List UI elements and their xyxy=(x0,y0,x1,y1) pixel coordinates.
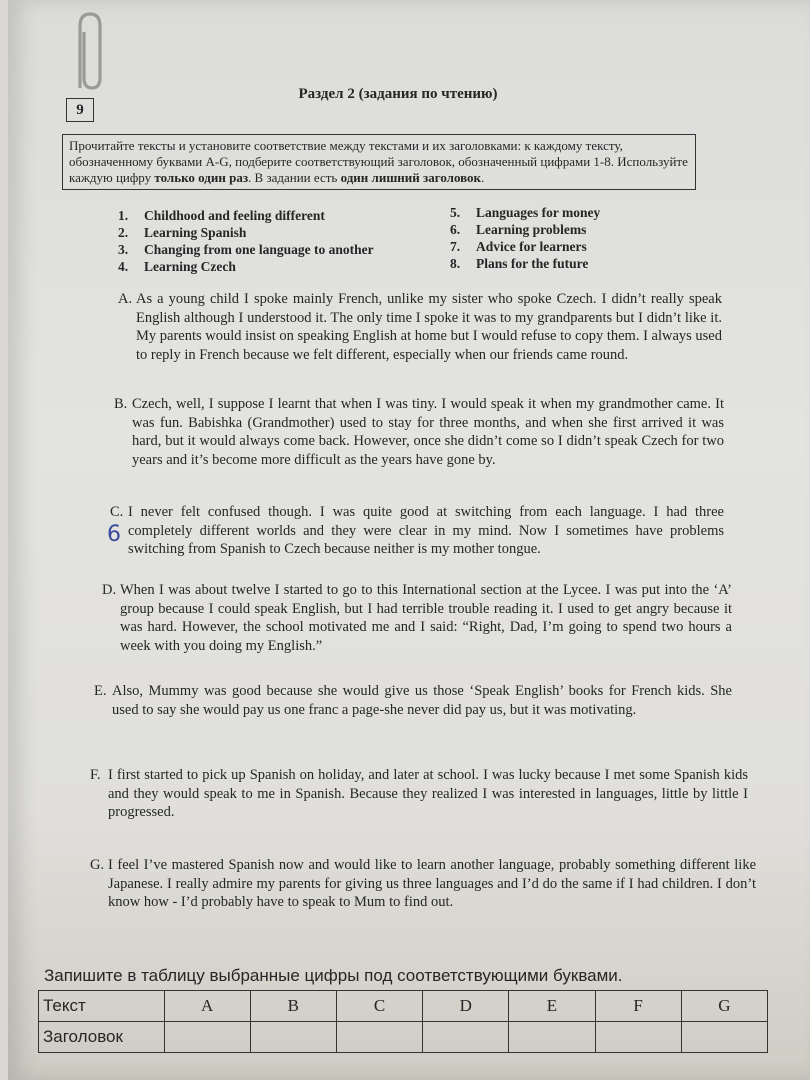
headings-list xyxy=(118,207,678,289)
heading-item xyxy=(450,204,670,221)
worksheet-page xyxy=(8,0,810,1080)
instructions-bold-extra: один лишний заголовок xyxy=(340,170,482,185)
answer-cell[interactable] xyxy=(423,1022,509,1053)
instructions-text: Прочитайте тексты и установите соответствие между текстами и их заголовками: к каждому тексту, обозначенному буквами A-G, подберите соответствующий заголовок, обозначенный цифрами 1-8. Используйте каждую цифру xyxy=(69,138,688,185)
table-letter-cell: B xyxy=(250,991,336,1022)
instructions-box xyxy=(62,134,696,190)
passage-text: When I was about twelve I started to go to this International section at the Lycee. I was put into the ‘A’ group because I could speak English, but I had terrible trouble reading it. I used to get angry because it was hard. However, the school motivated me and I said: “Right, Dad, I’m going to spend two hours a week with you doing my English.” xyxy=(120,582,732,654)
heading-number: 1. xyxy=(118,208,129,223)
handwritten-mark: 6 xyxy=(107,522,121,547)
passage-letter: G. xyxy=(90,857,105,873)
heading-text: Changing from one language to another xyxy=(144,242,374,257)
table-letter-cell: C xyxy=(336,991,422,1022)
headings-column-left xyxy=(118,207,398,275)
answer-cell[interactable] xyxy=(595,1022,681,1053)
answer-cell[interactable] xyxy=(336,1022,422,1053)
heading-number: 3. xyxy=(118,242,129,257)
passage-text: Also, Mummy was good because she would give us those ‘Speak English’ books for French kids. She used to say she would pay us one franc a page-she never did pay us, but it was motivating. xyxy=(112,683,732,718)
heading-text: Learning Spanish xyxy=(144,225,247,240)
instructions-bold-once: только один раз xyxy=(154,170,249,185)
heading-text: Advice for learners xyxy=(476,239,587,254)
instructions-text-3: . xyxy=(481,170,485,185)
heading-text: Childhood and feeling different xyxy=(144,208,325,223)
table-row-answers xyxy=(39,1022,768,1053)
heading-text: Learning problems xyxy=(476,222,587,237)
table-caption: Запишите в таблицу выбранные цифры под соответствующими буквами. xyxy=(44,966,623,985)
passage-text: Czech, well, I suppose I learnt that when I was tiny. I would speak it when my grandmother came. It was fun. Babishka (Grandmother) used to stay for three months, and when she first arrived it was hard, but it would always come back. However, once she didn’t come so I didn’t speak Czech for two years and it’s become more difficult as the years have gone by. xyxy=(132,396,724,468)
passage-letter: D. xyxy=(102,582,117,598)
table-letter-cell: D xyxy=(423,991,509,1022)
passage-letter: F. xyxy=(90,767,101,783)
heading-item xyxy=(118,224,398,241)
heading-number: 4. xyxy=(118,259,129,274)
heading-item xyxy=(118,258,398,275)
passage-d xyxy=(102,581,732,655)
heading-number: 8. xyxy=(450,256,461,271)
passage-b xyxy=(114,395,724,469)
passage-text: I never felt confused though. I was quite good at switching from each language. I had three completely different worlds and they were clear in my mind. Now I sometimes have problems switching from Spanish to Czech because neither is my mother tongue. xyxy=(128,504,724,557)
heading-item xyxy=(450,238,670,255)
passage-e xyxy=(94,682,732,719)
heading-number: 7. xyxy=(450,239,461,254)
answer-cell[interactable] xyxy=(250,1022,336,1053)
heading-item xyxy=(118,241,398,258)
row-label-text: Текст xyxy=(39,991,165,1022)
heading-text: Languages for money xyxy=(476,205,601,220)
table-row-letters xyxy=(39,991,768,1022)
answer-cell[interactable] xyxy=(509,1022,595,1053)
heading-number: 2. xyxy=(118,225,129,240)
heading-text: Learning Czech xyxy=(144,259,236,274)
table-letter-cell: E xyxy=(509,991,595,1022)
passage-text: I first started to pick up Spanish on holiday, and later at school. I was lucky because I met some Spanish kids and they would speak to me in Spanish. Because they realized I was interested in languages, little by little I progressed. xyxy=(108,767,748,820)
section-title: Раздел 2 (задания по чтению) xyxy=(298,86,498,102)
task-number: 9 xyxy=(66,98,94,122)
passage-a xyxy=(118,290,722,364)
passage-f xyxy=(90,766,748,822)
passage-letter: B. xyxy=(114,396,128,412)
passage-c xyxy=(110,503,724,559)
passage-letter: A. xyxy=(118,291,133,307)
answer-table xyxy=(38,990,768,1053)
passage-letter: C. xyxy=(110,504,124,520)
heading-item xyxy=(118,207,398,224)
passage-text: As a young child I spoke mainly French, unlike my sister who spoke Czech. I didn’t really speak English although I understood it. The only time I spoke it was to my grandparents but I didn’t like it. My parents would insist on speaking English at home but I would refuse to copy them. I always used to reply in French because we felt different, especially when our friends came round. xyxy=(136,291,722,363)
heading-item xyxy=(450,255,670,272)
heading-number: 6. xyxy=(450,222,461,237)
instructions-text-2: . В задании есть xyxy=(248,170,341,185)
answer-cell[interactable] xyxy=(164,1022,250,1053)
passage-text: I feel I’ve mastered Spanish now and would like to learn another language, probably something different like Japanese. I really admire my parents for giving us three languages and I’d do the same if I had children. I don’t know how - I’d probably have to speak to Mum to find out. xyxy=(108,857,756,910)
heading-number: 5. xyxy=(450,205,461,220)
paperclip-icon xyxy=(66,8,110,94)
table-letter-cell: A xyxy=(164,991,250,1022)
heading-item xyxy=(450,221,670,238)
answer-cell[interactable] xyxy=(681,1022,767,1053)
table-letter-cell: G xyxy=(681,991,767,1022)
passage-letter: E. xyxy=(94,683,107,699)
row-label-heading: Заголовок xyxy=(39,1022,165,1053)
heading-text: Plans for the future xyxy=(476,256,589,271)
table-letter-cell: F xyxy=(595,991,681,1022)
headings-column-right xyxy=(450,204,670,272)
passage-g xyxy=(90,856,756,912)
